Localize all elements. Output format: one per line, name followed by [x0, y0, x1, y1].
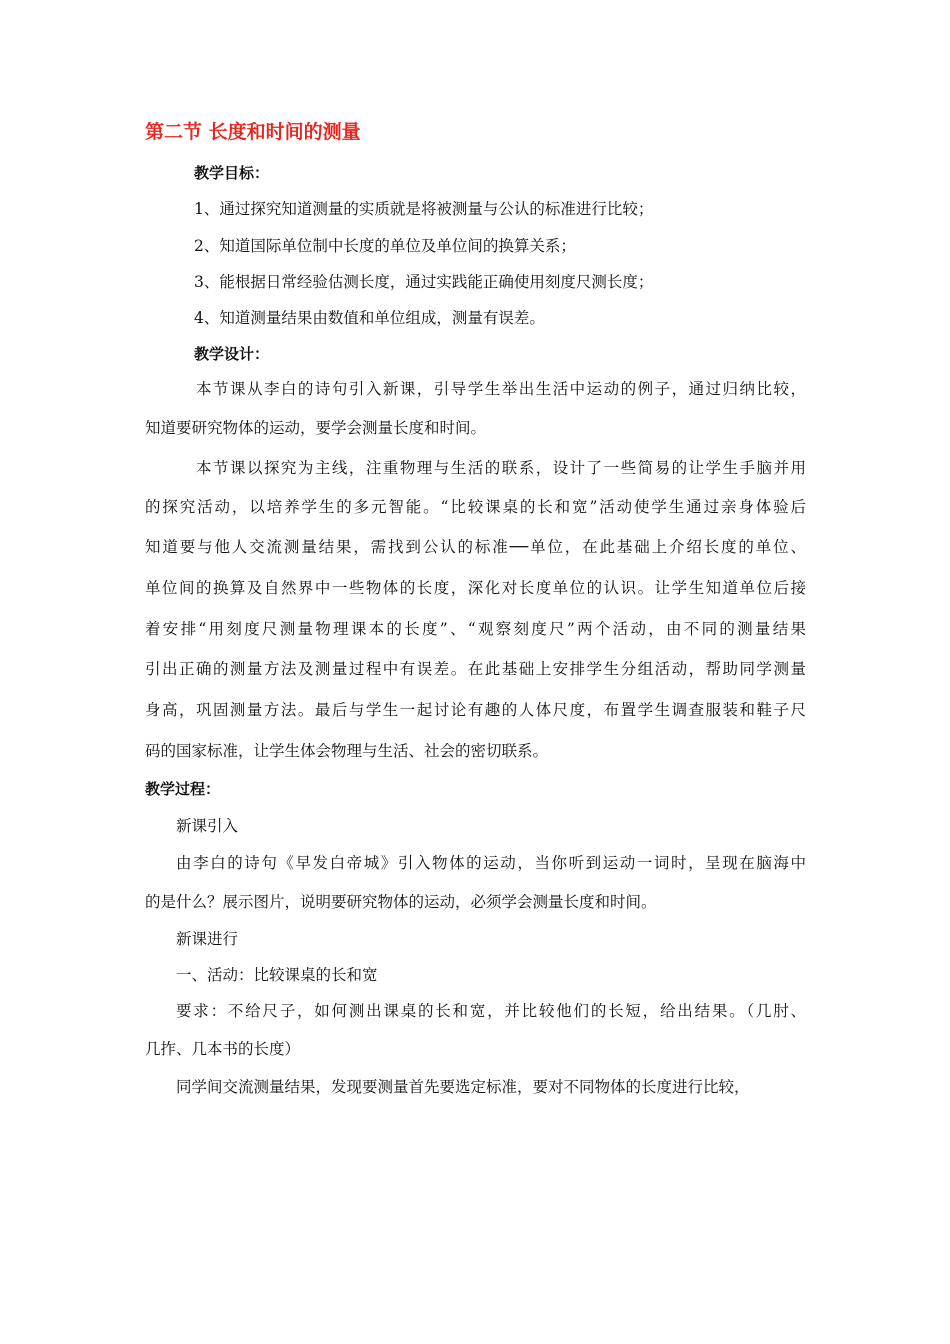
progress-heading: 新课进行: [176, 930, 239, 948]
objective-item: 3、能根据日常经验估测长度，通过实践能正确使用刻度尺测长度；: [194, 273, 654, 291]
intro-paragraph-line: 由李白的诗句《早发白帝城》引入物体的运动，当你听到运动一词时，呈现在脑海中: [176, 854, 806, 872]
design-paragraph-line: 知道要与他人交流测量结果，需找到公认的标准──单位，在此基础上介绍长度的单位、: [145, 538, 806, 556]
design-paragraph-line: 着安排“用刻度尺测量物理课本的长度”、“观察刻度尺”两个活动，由不同的测量结果: [145, 620, 806, 638]
requirement-line: 几拃、几本书的长度）: [145, 1040, 301, 1058]
intro-paragraph-line: 的是什么？展示图片，说明要研究物体的运动，必须学会测量长度和时间。: [145, 893, 657, 911]
requirement-line: 要求：不给尺子，如何测出课桌的长和宽，并比较他们的长短，给出结果。（几肘、: [176, 1002, 806, 1020]
design-paragraph-line: 本节课从李白的诗句引入新课，引导学生举出生活中运动的例子，通过归纳比较，: [196, 380, 806, 398]
objective-item: 4、知道测量结果由数值和单位组成，测量有误差。: [194, 309, 545, 327]
objectives-heading: 教学目标：: [194, 164, 270, 182]
design-heading: 教学设计：: [194, 345, 270, 363]
objective-item: 2、知道国际单位制中长度的单位及单位间的换算关系；: [194, 237, 576, 255]
design-paragraph-line: 的探究活动，以培养学生的多元智能。“比较课桌的长和宽”活动使学生通过亲身体验后: [145, 498, 806, 516]
design-paragraph-line: 引出正确的测量方法及测量过程中有误差。在此基础上安排学生分组活动，帮助同学测量: [145, 660, 806, 678]
design-paragraph-line: 单位间的换算及自然界中一些物体的长度，深化对长度单位的认识。让学生知道单位后接: [145, 579, 806, 597]
exchange-line: 同学间交流测量结果，发现要测量首先要选定标准，要对不同物体的长度进行比较，: [176, 1078, 750, 1096]
process-heading: 教学过程：: [145, 780, 221, 798]
intro-heading: 新课引入: [176, 817, 239, 835]
design-paragraph-line: 知道要研究物体的运动，要学会测量长度和时间。: [145, 419, 487, 437]
design-paragraph-line: 身高，巩固测量方法。最后与学生一起讨论有趣的人体尺度，布置学生调查服装和鞋子尺: [145, 701, 806, 719]
design-paragraph-line: 码的国家标准，让学生体会物理与生活、社会的密切联系。: [145, 742, 549, 760]
objective-item: 1、通过探究知道测量的实质就是将被测量与公认的标准进行比较；: [194, 200, 654, 218]
document-title: 第二节 长度和时间的测量: [145, 121, 361, 143]
design-paragraph-line: 本节课以探究为主线，注重物理与生活的联系，设计了一些简易的让学生手脑并用: [196, 459, 806, 477]
activity-heading: 一、活动：比较课桌的长和宽: [176, 966, 378, 984]
